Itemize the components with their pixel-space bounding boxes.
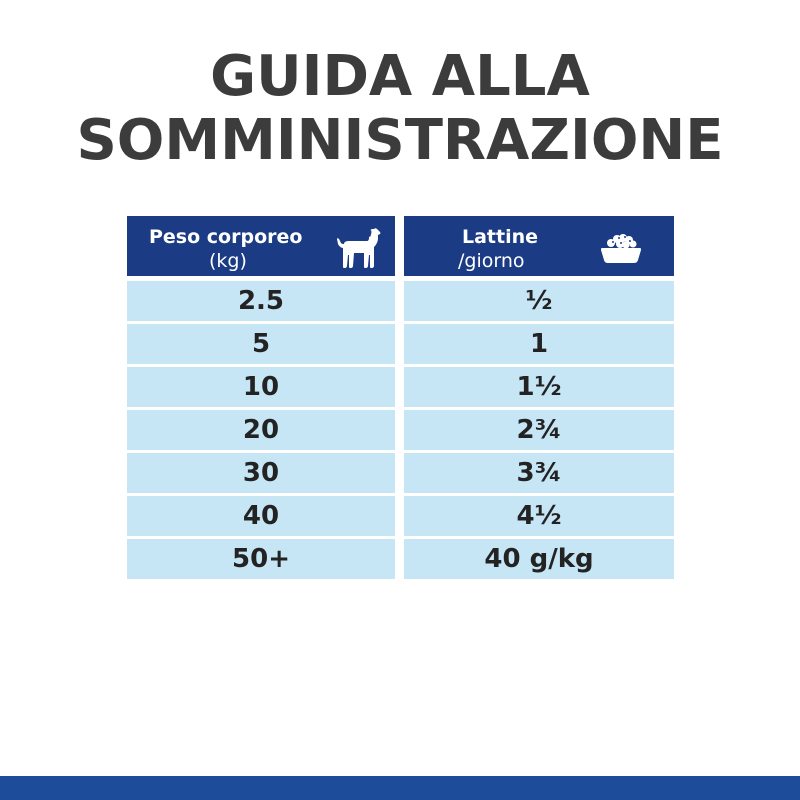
weight-cell: 10 [127,367,395,407]
cans-cell: 4½ [404,496,674,536]
cans-header-unit: /giorno [458,250,525,272]
cans-cell: 1½ [404,367,674,407]
weight-column [127,216,395,579]
weight-cell: 5 [127,324,395,364]
cans-cell: 1 [404,324,674,364]
food-bowl-icon [598,228,644,266]
cans-column [404,216,674,579]
cans-cell: ½ [404,281,674,321]
cans-cell: 3¾ [404,453,674,493]
weight-cell: 40 [127,496,395,536]
weight-column-header [127,216,395,278]
weight-header-label: Peso corporeo [149,226,303,248]
bottom-brand-bar [0,776,800,800]
cans-column-header [404,216,674,278]
cans-cell: 40 g/kg [404,539,674,579]
weight-cell: 20 [127,410,395,450]
cans-header-label: Lattine [462,226,539,248]
cans-cell: 2¾ [404,410,674,450]
weight-cell: 50+ [127,539,395,579]
weight-cell: 2.5 [127,281,395,321]
weight-cell: 30 [127,453,395,493]
page-title-line-2: SOMMINISTRAZIONE [76,108,724,173]
page-title-line-1: GUIDA ALLA [210,44,590,109]
dog-icon [335,224,383,272]
weight-header-unit: (kg) [209,250,247,272]
